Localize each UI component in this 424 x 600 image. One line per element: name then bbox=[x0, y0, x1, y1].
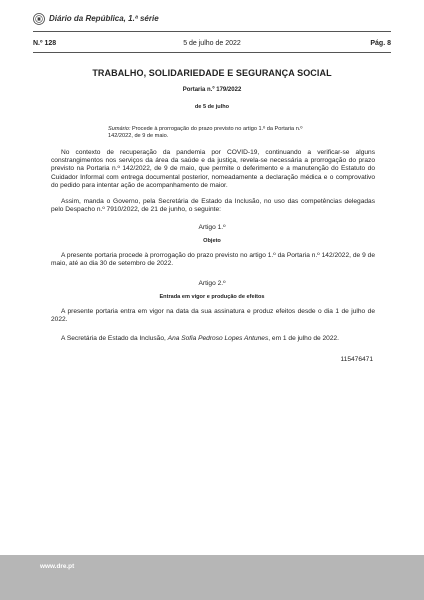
summary bbox=[108, 126, 322, 140]
signature-name: Ana Sofia Pedroso Lopes Antunes bbox=[167, 335, 269, 342]
article-2-title: Artigo 2.º bbox=[198, 280, 226, 287]
header-rule-top bbox=[33, 31, 391, 32]
intro-paragraph-1: No contexto de recuperação da pandemia por COVID-19, continuando a verificar-se alguns constrangimentos nos serviços da área da saúde e da justiça, revela-se necessária a prorrogação do prazo previsto na Portaria n.º 142/2022, de 9 de maio, que permite o deferimento e a manutenção do Estatuto do Cuidador Informal com entrega documental posterior, nomeadamente a declaração médica e o comprovativo do pedido para intentar ação de acompanhamento de maior. bbox=[51, 149, 375, 189]
signature-suffix: , em 1 de julho de 2022. bbox=[268, 335, 340, 342]
document-code: 115476471 bbox=[340, 356, 373, 363]
article-1-subject: Objeto bbox=[203, 238, 221, 244]
intro-paragraph-2: Assim, manda o Governo, pela Secretária de Estado da Inclusão, no uso das competências delegadas pelo Despacho n.º 7910/2022, de 21 de junho, o seguinte: bbox=[51, 198, 375, 214]
header-rule-bottom bbox=[33, 52, 391, 53]
issue-number: N.º 128 bbox=[33, 40, 57, 47]
summary-label: Sumário: bbox=[108, 126, 131, 132]
article-2-subject: Entrada em vigor e produção de efeitos bbox=[159, 294, 265, 300]
footer-bar bbox=[0, 555, 424, 600]
portaria-title: Portaria n.º 179/2022 bbox=[182, 87, 242, 93]
article-1-text: A presente portaria procede à prorrogação do prazo previsto no artigo 1.º da Portaria n.º 142/2022, de 9 de maio, até ao dia 30 de setembro de 2022. bbox=[51, 252, 375, 268]
footer-url[interactable]: www.dre.pt bbox=[40, 563, 75, 570]
signature-paragraph bbox=[51, 335, 375, 343]
article-2-text: A presente portaria entra em vigor na data da sua assinatura e produz efeitos desde o dia 1 de julho de 2022. bbox=[51, 308, 375, 324]
summary-text: Procede à prorrogação do prazo previsto no artigo 1.º da Portaria n.º 142/2022, de 9 de maio. bbox=[108, 126, 303, 139]
signature-prefix: A Secretária de Estado da Inclusão, bbox=[61, 335, 168, 342]
issue-date: 5 de julho de 2022 bbox=[183, 40, 241, 47]
article-1-title: Artigo 1.º bbox=[198, 224, 226, 231]
ministry-heading: TRABALHO, SOLIDARIEDADE E SEGURANÇA SOCIAL bbox=[92, 68, 332, 78]
journal-title: Diário da República, 1.ª série bbox=[49, 14, 159, 23]
portaria-date: de 5 de julho bbox=[194, 104, 230, 110]
coat-of-arms-icon bbox=[33, 13, 45, 25]
page-number: Pág. 8 bbox=[370, 40, 391, 47]
journal-header bbox=[33, 13, 391, 27]
